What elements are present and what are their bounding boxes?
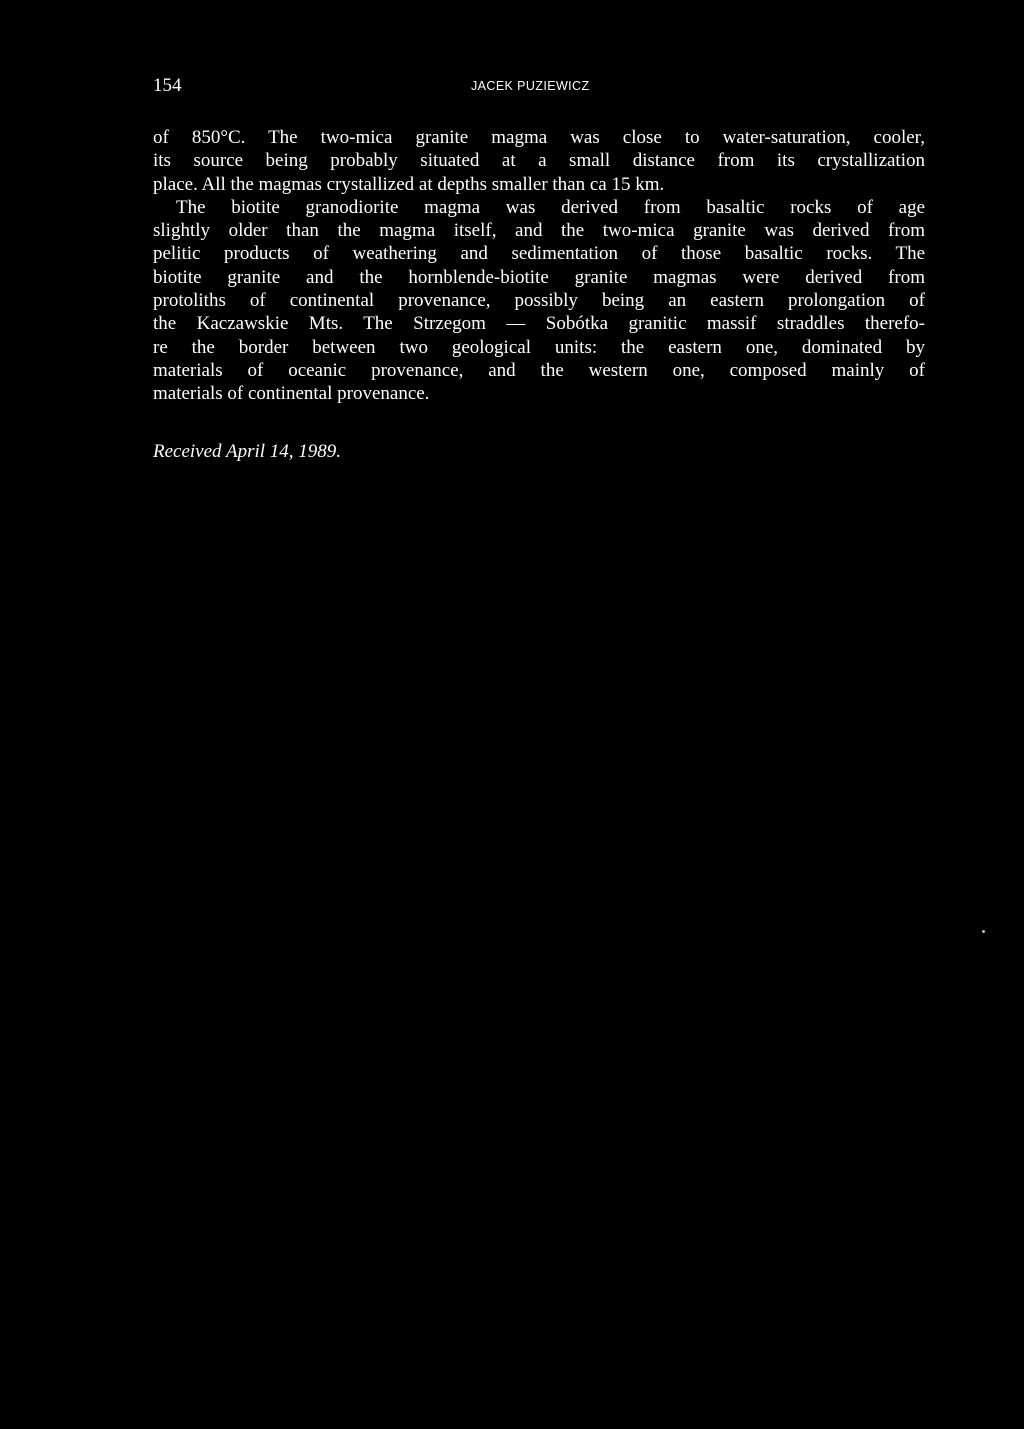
- received-date: Received April 14, 1989.: [153, 441, 342, 462]
- text-line: materials of continental provenance.: [153, 383, 430, 405]
- text-line: protoliths of continental provenance, possibly being an eastern prolongation of: [153, 290, 925, 312]
- text-line: biotite granite and the hornblende-biotite granite magmas were derived from: [153, 266, 925, 288]
- text-line: The biotite granodiorite magma was derived from basaltic rocks of age: [176, 196, 925, 218]
- text-line: of 850°C. The two-mica granite magma was close to water-saturation, cooler,: [153, 127, 925, 148]
- running-head: [153, 74, 927, 98]
- scan-speck: [982, 930, 985, 933]
- text-line: the Kaczawskie Mts. The Strzegom — Sobótka granitic massif straddles therefo-: [153, 313, 925, 335]
- text-line: pelitic products of weathering and sedimentation of those basaltic rocks. The: [153, 243, 925, 265]
- text-line: slightly older than the magma itself, and the two-mica granite was derived from: [153, 220, 925, 242]
- body-paragraph: [153, 126, 925, 406]
- text-line: its source being probably situated at a small distance from its crystallization: [153, 150, 925, 172]
- running-head-author: JACEK PUZIEWICZ: [471, 79, 590, 93]
- text-line: re the border between two geological units: the eastern one, dominated by: [153, 336, 925, 358]
- text-line: place. All the magmas crystallized at depths smaller than ca 15 km.: [153, 173, 665, 195]
- page-number: 154: [153, 75, 182, 96]
- text-line: materials of oceanic provenance, and the western one, composed mainly of: [153, 359, 925, 381]
